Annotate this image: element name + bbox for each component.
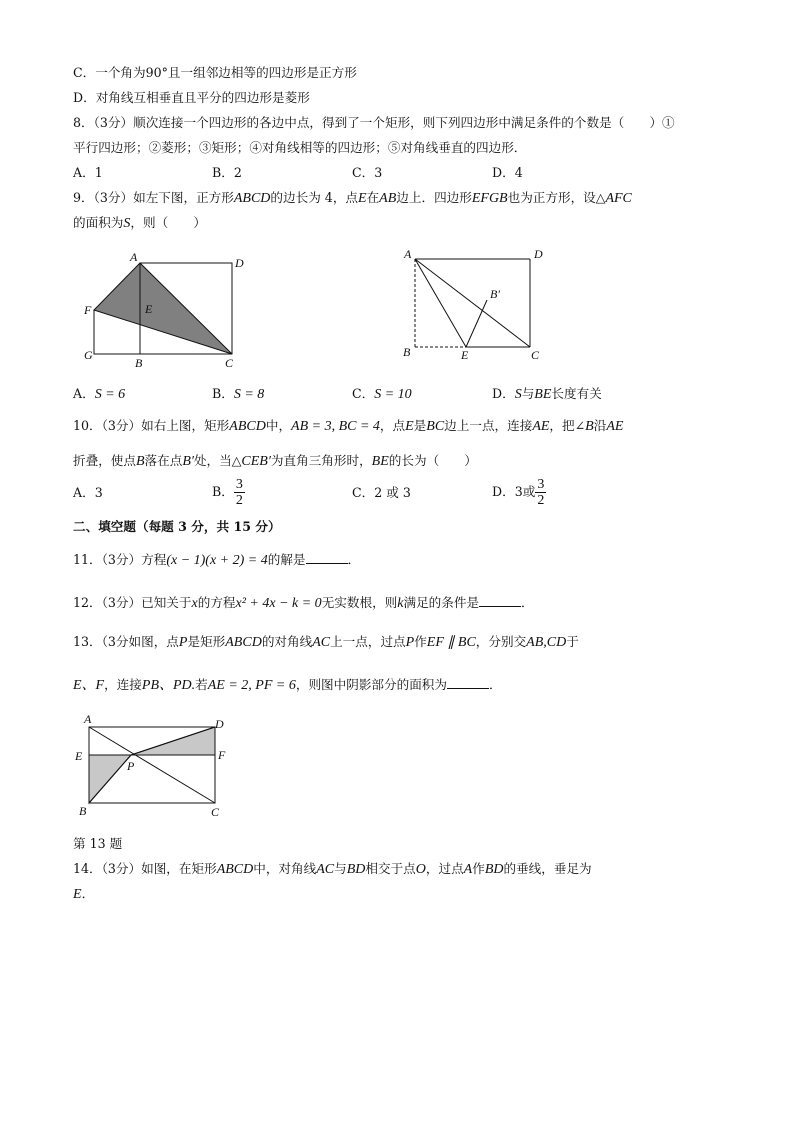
q10-option-a: A．3 xyxy=(73,485,103,500)
q9-stem-line1: 9．（3分）如左下图，正方形ABCD的边长为 4，点E在AB边上．四边形EFGB也为正方形，设△AFC xyxy=(73,190,632,206)
label-a: A xyxy=(130,250,138,264)
answer-blank[interactable] xyxy=(479,594,521,607)
label-e: E xyxy=(145,302,153,316)
label-a: A xyxy=(404,247,412,261)
q13-stem-line2: E、F，连接PB、PD.若AE = 2, PF = 6，则图中阴影部分的面积为 ． xyxy=(73,677,502,693)
q8-stem-line2: 平行四边形；②菱形；③矩形；④对角线相等的四边形；⑤对角线垂直的四边形． xyxy=(73,140,527,155)
q8-option-b: B．2 xyxy=(212,165,242,180)
label-f: F xyxy=(218,748,226,762)
q9-option-b: B．S = 8 xyxy=(212,386,265,402)
q8-option-c: C．3 xyxy=(352,165,383,180)
label-p: P xyxy=(127,759,135,773)
diagonal-ac xyxy=(415,259,530,347)
answer-blank[interactable] xyxy=(447,676,489,689)
label-g: G xyxy=(84,348,93,362)
label-a: A xyxy=(84,712,92,726)
label-e: E xyxy=(461,348,469,362)
q11-stem: 11．（3分）方程(x − 1)(x + 2) = 4的解是 ． xyxy=(73,552,361,568)
label-b-prime: B′ xyxy=(490,287,500,301)
q7-option-c: C．一个角为90°且一组邻边相等的四边形是正方形 xyxy=(73,65,357,80)
label-c: C xyxy=(531,348,540,362)
q10-option-b: B． $\frac{3}{2}$ xyxy=(212,477,243,508)
segment-eb-prime xyxy=(466,300,487,347)
q14-stem-line1: 14．（3分）如图，在矩形ABCD中，对角线AC与BD相交于点O，过点A作BD的垂线，垂足为 xyxy=(73,861,592,877)
label-d: D xyxy=(235,256,244,270)
q8-option-a: A．1 xyxy=(73,165,103,180)
q13-stem-line1: 13．（3分如图，点P是矩形ABCD的对角线AC上一点，过点P作EF ∥ BC，分别交AB,CD于 xyxy=(73,634,579,650)
label-e: E xyxy=(75,749,83,763)
q13-figure-caption: 第 13 题 xyxy=(73,836,123,851)
q9-option-a: A．S = 6 xyxy=(73,386,126,402)
label-d: D xyxy=(215,717,224,731)
fraction: $\frac{3}{2}$ xyxy=(235,477,243,508)
q9-option-c: C．S = 10 xyxy=(352,386,412,402)
q10-figure xyxy=(398,244,548,366)
segment-ae xyxy=(415,259,466,347)
q10-option-c: C．2 或 3 xyxy=(352,485,411,500)
q8-stem-line1: 8．（3分）顺次连接一个四边形的各边中点，得到了一个矩形，则下列四边形中满足条件的个数是（ ）① xyxy=(73,115,675,130)
q9-figure xyxy=(78,250,248,372)
label-b: B xyxy=(403,345,411,359)
q7-option-d: D．对角线互相垂直且平分的四边形是菱形 xyxy=(73,90,310,105)
q10-stem-line2: 折叠，使点B落在点B′处，当△CEB′为直角三角形时，BE的长为（ ） xyxy=(73,453,477,469)
q13-figure xyxy=(72,712,232,822)
label-b: B xyxy=(79,804,87,818)
label-c: C xyxy=(211,805,220,819)
label-c: C xyxy=(225,356,234,370)
label-b: B xyxy=(135,356,143,370)
q9-stem-line2: 的面积为S，则（ ） xyxy=(73,215,206,231)
answer-blank[interactable] xyxy=(306,551,348,564)
fraction: $\frac{3}{2}$ xyxy=(537,477,545,508)
q10-option-d: D．3或 $\frac{3}{2}$ xyxy=(492,477,545,508)
shaded-triangle-afc xyxy=(94,263,232,354)
label-f: F xyxy=(84,303,92,317)
q10-stem-line1: 10．（3分）如右上图，矩形ABCD中，AB = 3, BC = 4，点E是BC边上一点，连接AE，把∠B沿AE xyxy=(73,418,624,434)
label-d: D xyxy=(534,247,543,261)
section-heading-fill-in: 二、填空题（每题 3 分，共 15 分） xyxy=(73,519,281,534)
q9-option-d: D．S与BE长度有关 xyxy=(492,386,602,402)
q14-stem-line2: E． xyxy=(73,886,95,902)
q12-stem: 12．（3分）已知关于x的方程x² + 4x − k = 0无实数根，则k满足的条件是 ． xyxy=(73,595,534,611)
q8-option-d: D．4 xyxy=(492,165,523,180)
